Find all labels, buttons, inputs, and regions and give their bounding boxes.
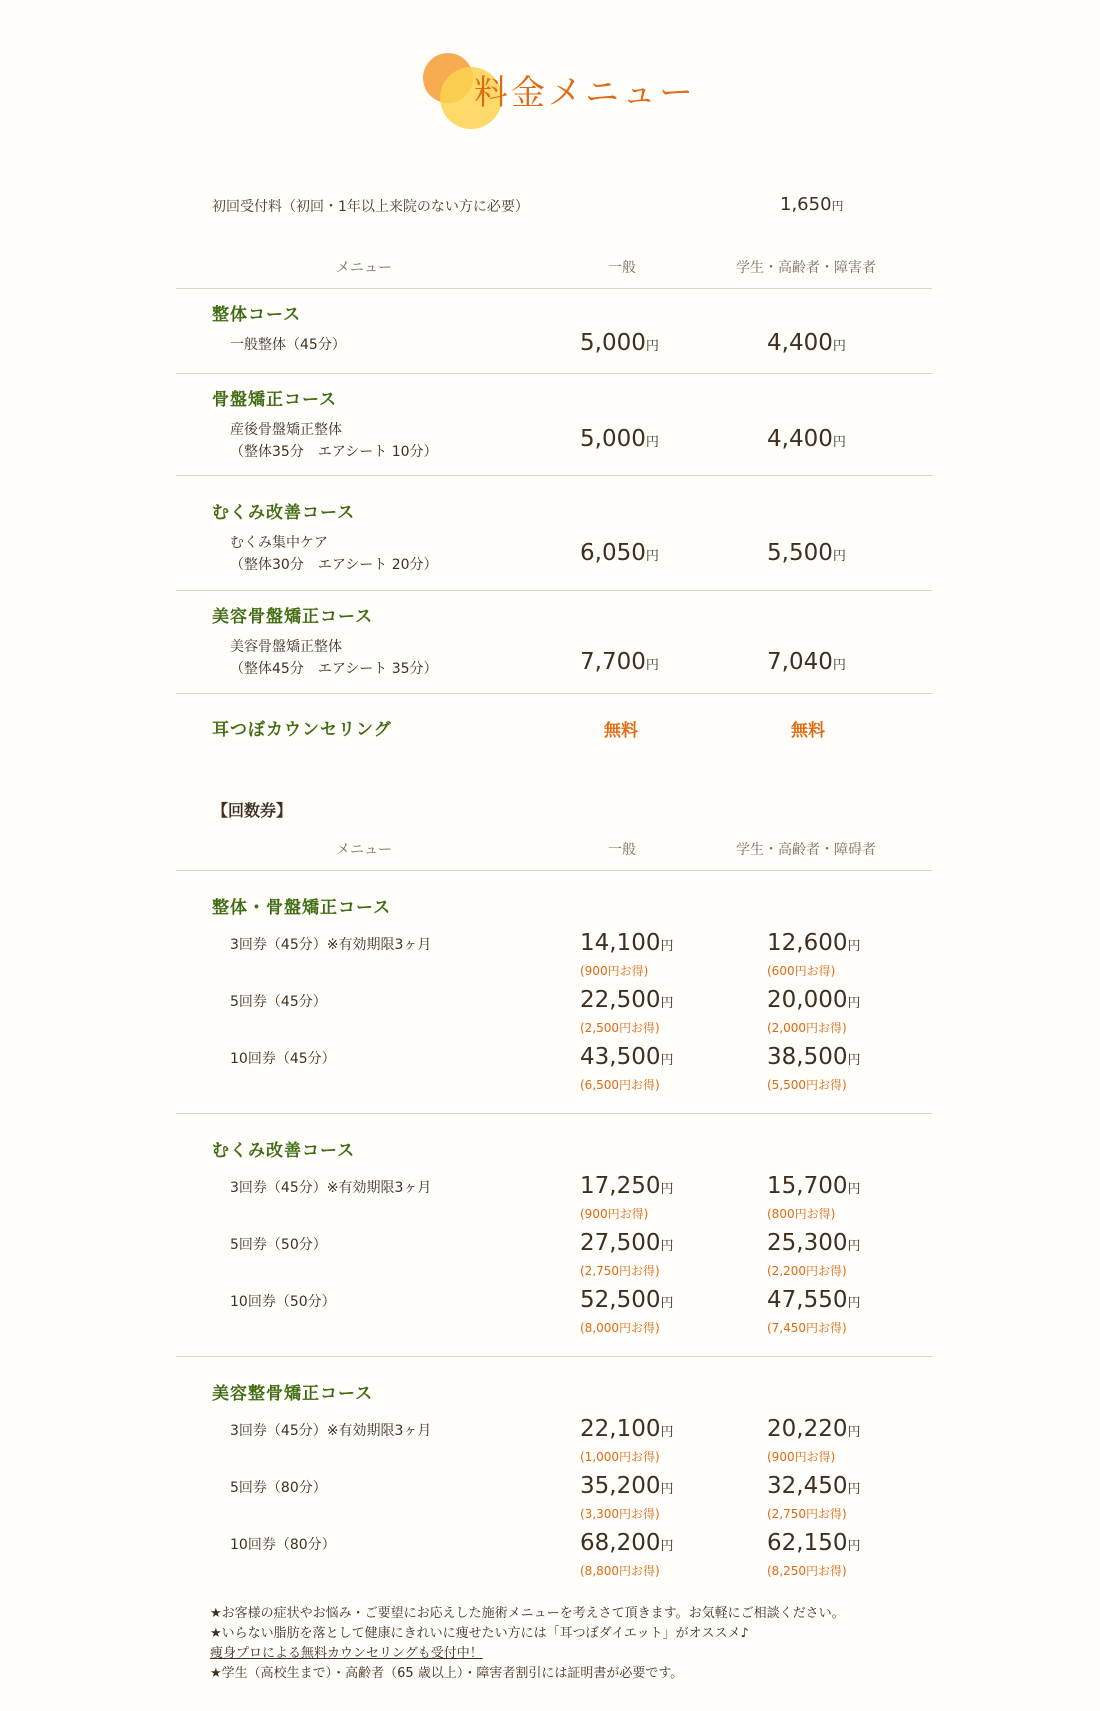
ticket-general-price: 43,500円 xyxy=(580,1044,674,1070)
ticket-row-label: 10回券（50分） xyxy=(230,1294,336,1310)
ticket-course-title: 整体・骨盤矯正コース xyxy=(212,898,392,918)
note-line: ★学生（高校生まで）・高齢者（65 歳以上）・障害者割引には証明書が必要です。 xyxy=(210,1666,684,1681)
registration-fee-price: 1,650円 xyxy=(780,194,844,215)
ticket-general-price: 52,500円 xyxy=(580,1287,674,1313)
divider xyxy=(176,1356,932,1357)
general-price: 5,000円 xyxy=(580,426,659,452)
general-price: 5,000円 xyxy=(580,330,659,356)
ticket-discount-price: 32,450円 xyxy=(767,1473,861,1499)
registration-fee-label: 初回受付料（初回・1年以上来院のない方に必要） xyxy=(212,199,529,215)
ticket-general-saving: (900円お得) xyxy=(580,964,649,978)
ticket-discount-saving: (2,750円お得) xyxy=(767,1507,847,1521)
discount-price: 5,500円 xyxy=(767,540,846,566)
ticket-discount-saving: (5,500円お得) xyxy=(767,1078,847,1092)
ticket-discount-price: 20,000円 xyxy=(767,987,861,1013)
header-menu: メニュー xyxy=(336,260,392,276)
ticket-menu-header xyxy=(176,839,932,869)
discount-price: 7,040円 xyxy=(767,649,846,675)
ticket-discount-price: 20,220円 xyxy=(767,1416,861,1442)
ticket-discount-price: 25,300円 xyxy=(767,1230,861,1256)
ticket-general-saving: (900円お得) xyxy=(580,1207,649,1221)
ticket-discount-saving: (800円お得) xyxy=(767,1207,836,1221)
course-item: むくみ集中ケア （整体30分 エアシート 20分） xyxy=(230,535,438,573)
course-title: むくみ改善コース xyxy=(212,503,356,523)
ticket-row-label: 3回券（45分）※有効期限3ヶ月 xyxy=(230,1180,432,1196)
ticket-general-saving: (1,000円お得) xyxy=(580,1450,660,1464)
ticket-discount-price: 47,550円 xyxy=(767,1287,861,1313)
ear-counseling-title: 耳つぼカウンセリング xyxy=(212,720,392,740)
ticket-row-label: 3回券（45分）※有効期限3ヶ月 xyxy=(230,937,432,953)
course-item: 美容骨盤矯正整体 （整体45分 エアシート 35分） xyxy=(230,639,438,677)
ticket-general-price: 22,500円 xyxy=(580,987,674,1013)
ticket-section-label: 【回数券】 xyxy=(212,801,293,820)
ticket-discount-saving: (8,250円お得) xyxy=(767,1564,847,1578)
discount-price: 4,400円 xyxy=(767,426,846,452)
ticket-discount-saving: (900円お得) xyxy=(767,1450,836,1464)
ticket-general-price: 14,100円 xyxy=(580,930,674,956)
header-discount: 学生・高齢者・障害者 xyxy=(736,260,876,276)
ticket-row-label: 5回券（45分） xyxy=(230,994,327,1010)
ticket-general-saving: (6,500円お得) xyxy=(580,1078,660,1092)
ticket-course-title: むくみ改善コース xyxy=(212,1141,356,1161)
discount-price: 4,400円 xyxy=(767,330,846,356)
divider xyxy=(176,1113,932,1114)
title-block xyxy=(0,45,1100,135)
divider xyxy=(176,590,932,591)
course-title: 骨盤矯正コース xyxy=(212,390,338,410)
ticket-general-saving: (8,000円お得) xyxy=(580,1321,660,1335)
course-item: 産後骨盤矯正整体 （整体35分 エアシート 10分） xyxy=(230,422,438,460)
notes-block xyxy=(210,1604,930,1684)
ticket-general-price: 17,250円 xyxy=(580,1173,674,1199)
ticket-general-price: 27,500円 xyxy=(580,1230,674,1256)
ticket-discount-price: 38,500円 xyxy=(767,1044,861,1070)
ticket-row-label: 5回券（50分） xyxy=(230,1237,327,1253)
course-title: 整体コース xyxy=(212,305,302,325)
ticket-row-label: 10回券（45分） xyxy=(230,1051,336,1067)
ticket-course-title: 美容整骨矯正コース xyxy=(212,1384,374,1404)
single-menu-header xyxy=(176,257,932,287)
ticket-discount-saving: (600円お得) xyxy=(767,964,836,978)
ticket-discount-saving: (2,000円お得) xyxy=(767,1021,847,1035)
ticket-general-saving: (3,300円お得) xyxy=(580,1507,660,1521)
ticket-general-price: 22,100円 xyxy=(580,1416,674,1442)
ticket-discount-saving: (2,200円お得) xyxy=(767,1264,847,1278)
ticket-row-label: 5回券（80分） xyxy=(230,1480,327,1496)
ticket-general-saving: (8,800円お得) xyxy=(580,1564,660,1578)
ticket-general-price: 68,200円 xyxy=(580,1530,674,1556)
divider xyxy=(176,373,932,374)
ticket-discount-price: 15,700円 xyxy=(767,1173,861,1199)
divider xyxy=(176,870,932,871)
note-line: ★いらない脂肪を落として健康にきれいに痩せたい方には「耳つぼダイエット」がオススメ♪ xyxy=(210,1626,749,1641)
header-menu: メニュー xyxy=(336,842,392,858)
course-title: 美容骨盤矯正コース xyxy=(212,607,374,627)
ticket-row-label: 10回券（80分） xyxy=(230,1537,336,1553)
ticket-general-saving: (2,500円お得) xyxy=(580,1021,660,1035)
general-price: 7,700円 xyxy=(580,649,659,675)
header-general: 一般 xyxy=(608,842,636,858)
divider xyxy=(176,693,932,694)
free-counseling-link[interactable]: 痩身プロによる無料カウンセリングも受付中！ xyxy=(210,1646,483,1661)
ticket-discount-price: 12,600円 xyxy=(767,930,861,956)
ticket-discount-saving: (7,450円お得) xyxy=(767,1321,847,1335)
ticket-row-label: 3回券（45分）※有効期限3ヶ月 xyxy=(230,1423,432,1439)
ear-discount-free: 無料 xyxy=(791,721,825,741)
course-item: 一般整体（45分） xyxy=(230,337,346,353)
page-title: 料金メニュー xyxy=(474,73,696,113)
divider xyxy=(176,475,932,476)
header-discount: 学生・高齢者・障碍者 xyxy=(736,842,876,858)
ticket-general-saving: (2,750円お得) xyxy=(580,1264,660,1278)
ear-general-free: 無料 xyxy=(604,721,638,741)
general-price: 6,050円 xyxy=(580,540,659,566)
header-general: 一般 xyxy=(608,260,636,276)
divider xyxy=(176,288,932,289)
note-line: ★お客様の症状やお悩み・ご要望にお応えした施術メニューを考えさて頂きます。お気軽にご相談ください。 xyxy=(210,1606,845,1621)
ticket-discount-price: 62,150円 xyxy=(767,1530,861,1556)
ticket-general-price: 35,200円 xyxy=(580,1473,674,1499)
